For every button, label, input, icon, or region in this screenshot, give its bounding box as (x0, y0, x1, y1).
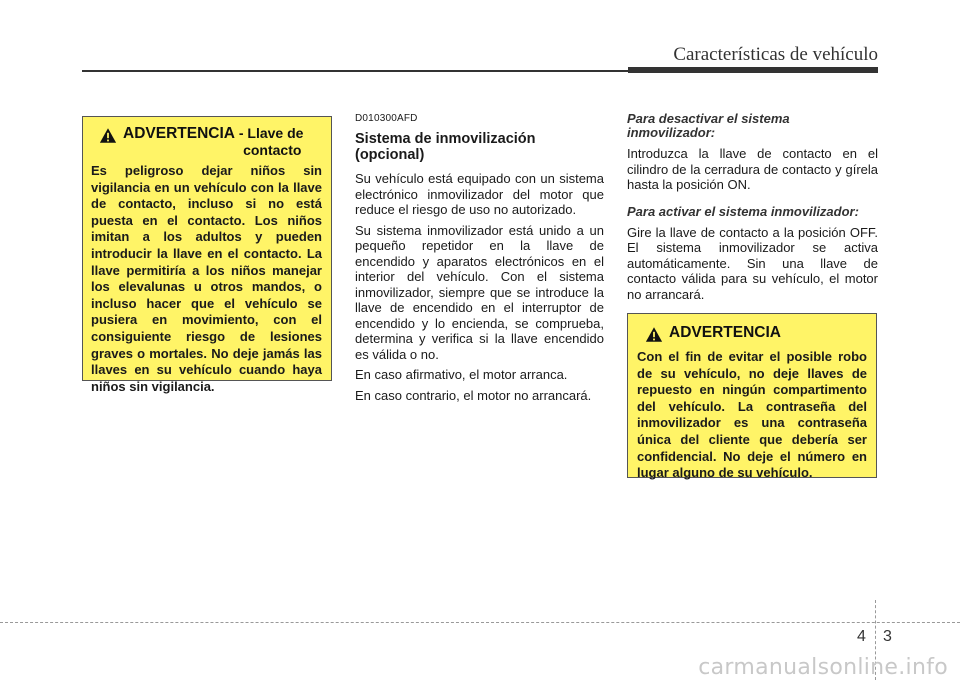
paragraph: Su sistema inmovilizador está unido a un pequeño repetidor en la llave de encendido y aparatos electrónicos en el interior del vehículo. Con el sistema inmovilizador, siempre que se introduce la llave de encendido en el interruptor de encendido y lo encienda, se comprueba, determina y verifica si la llave encendido es válida o no. (355, 222, 604, 362)
paragraph: En caso afirmativo, el motor arranca. (355, 367, 568, 382)
section-title: Sistema de inmovilización (opcional) (355, 131, 536, 163)
warning-title: ADVERTENCIA (669, 324, 781, 341)
warning-body: Con el fin de evitar el posible robo de su vehículo, no deje llaves de repuesto en ningún compartimento del vehículo. La contraseña del inmovilizador es una contraseña única del cliente que debería ser confidencial. No deje el número en lugar alguno de su vehículo. (637, 349, 867, 481)
deactivate-text: Introduzca la llave de contacto en el cilindro de la cerradura de contacto y gírela hasta la posición ON. (627, 146, 878, 192)
warning-triangle-icon (99, 127, 117, 144)
deactivate-heading: Para desactivar el sistema inmovilizador: (627, 111, 790, 140)
paragraph: En caso contrario, el motor no arrancará. (355, 387, 592, 403)
warning-box-password (627, 313, 877, 481)
warning-body: Es peligroso dejar niños sin vigilancia en un vehículo con la llave de contacto, incluso si no está puesta en el contacto. Los niños imitan a los adultos y pueden introducir la llave en el contacto. La llave permitiría a los niños manejar los elevalunas u otros mandos, o incluso hacer que el vehículo se pusiera en movimiento, con el consiguiente riesgo de lesiones graves o mortales. No deje jamás las llaves en su vehículo cuando haya niños sin vigilancia. (91, 163, 322, 394)
section-code: D010300AFD (355, 113, 418, 124)
chapter-number: 4 (857, 628, 866, 645)
warning-title-row (637, 324, 867, 343)
header-rule (82, 70, 630, 72)
paragraph: Su vehículo está equipado con un sistema electrónico inmovilizador del motor que reduce el riesgo de uso no autorizado. (355, 171, 604, 217)
header-rule-accent (628, 67, 878, 73)
page-number: 3 (883, 628, 892, 645)
warning-title-row (91, 125, 322, 159)
warning-title (123, 125, 303, 159)
warning-subtitle: - Llave de (234, 125, 304, 141)
watermark: carmanualsonline.info (698, 655, 948, 680)
immobilizer-instructions (627, 112, 878, 307)
warning-box-key (82, 116, 332, 394)
warning-title-label: ADVERTENCIA (123, 125, 235, 142)
activate-heading: Para activar el sistema inmovilizador: (627, 203, 859, 219)
footer-rule (0, 622, 960, 623)
activate-text: Gire la llave de contacto a la posición OFF. El sistema inmovilizador se activa automáticamente. Sin una llave de contacto válida para su vehículo, el motor no arrancará. (627, 224, 878, 302)
immobilizer-section (355, 113, 604, 408)
warning-triangle-icon (645, 326, 663, 343)
warning-subtitle-2: contacto (243, 142, 302, 158)
header-title: Características de vehículo (673, 44, 878, 65)
